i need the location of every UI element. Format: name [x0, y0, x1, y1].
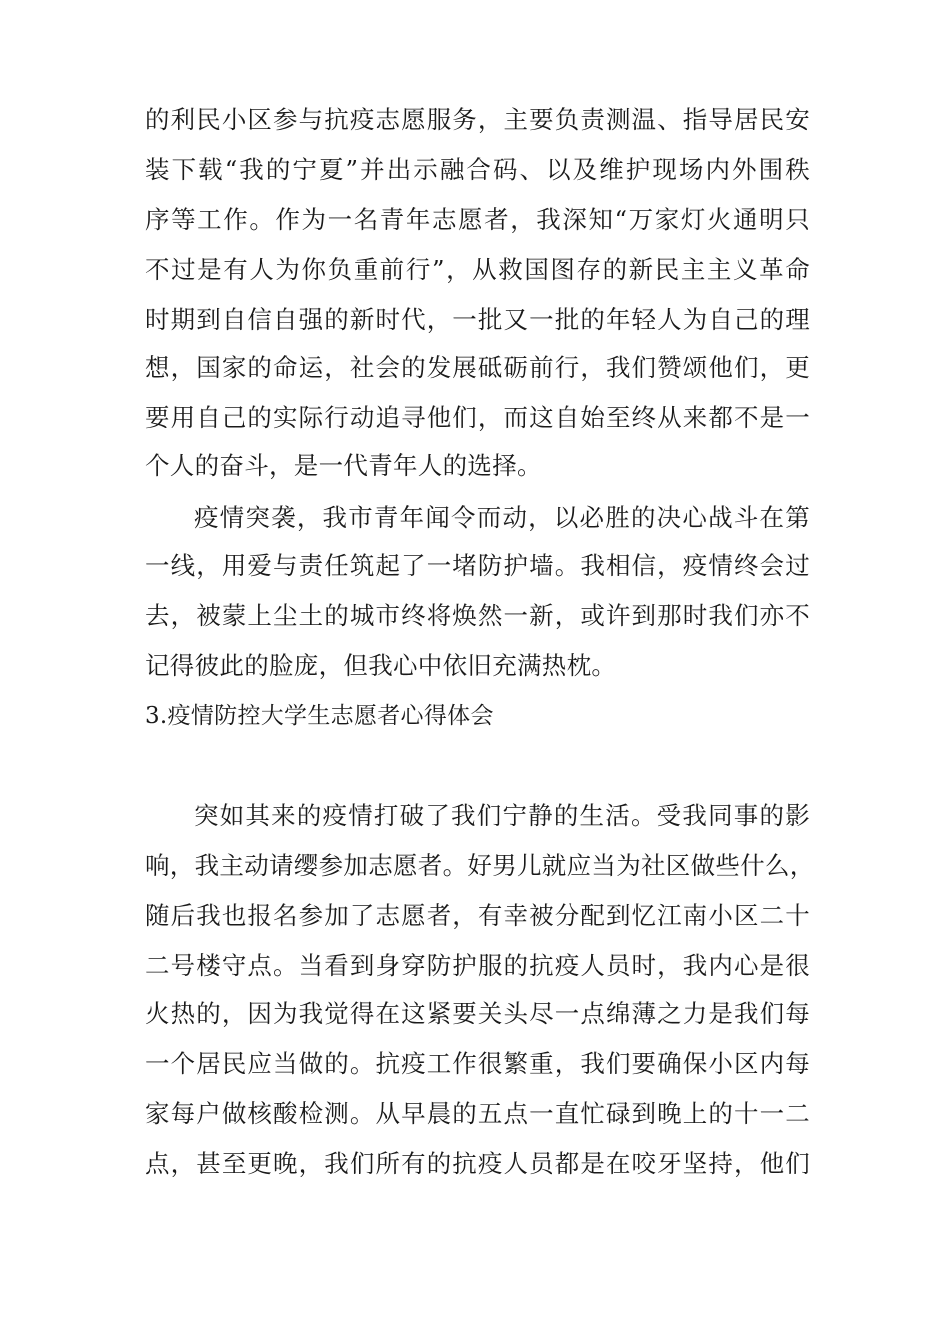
paragraph-line: 不过是有人为你负重前行”，从救国图存的新民主主义革命 [145, 255, 810, 284]
paragraph-line: 个人的奋斗，是一代青年人的选择。 [145, 451, 542, 480]
paragraph-line: 突如其来的疫情打破了我们宁静的生活。受我同事的影 [194, 801, 810, 830]
paragraph-line: 去，被蒙上尘土的城市终将焕然一新，或许到那时我们亦不 [145, 601, 810, 630]
paragraph-line: 的利民小区参与抗疫志愿服务，主要负责测温、指导居民安 [145, 105, 810, 134]
paragraph-line: 二号楼守点。当看到身穿防护服的抗疫人员时，我内心是很 [145, 951, 810, 980]
paragraph-line: 家每户做核酸检测。从早晨的五点一直忙碌到晚上的十一二 [145, 1099, 810, 1128]
paragraph-line: 时期到自信自强的新时代，一批又一批的年轻人为自己的理 [145, 305, 810, 334]
paragraph-line: 序等工作。作为一名青年志愿者，我深知“万家灯火通明只 [145, 205, 810, 234]
paragraph-line: 随后我也报名参加了志愿者，有幸被分配到忆江南小区二十 [145, 901, 810, 930]
paragraph-line: 装下载“我的宁夏”并出示融合码、以及维护现场内外围秩 [145, 155, 810, 184]
paragraph-line: 要用自己的实际行动追寻他们，而这自始至终从来都不是一 [145, 403, 810, 432]
paragraph-line: 想，国家的命运，社会的发展砥砺前行，我们赞颂他们，更 [145, 353, 810, 382]
paragraph-line: 火热的，因为我觉得在这紧要关头尽一点绵薄之力是我们每 [145, 999, 810, 1028]
paragraph-line: 响，我主动请缨参加志愿者。好男儿就应当为社区做些什么， [145, 851, 815, 880]
section-heading: 3.疫情防控大学生志愿者心得体会 [145, 703, 494, 729]
paragraph-line: 一个居民应当做的。抗疫工作很繁重，我们要确保小区内每 [145, 1049, 810, 1078]
paragraph-line: 一线，用爱与责任筑起了一堵防护墙。我相信，疫情终会过 [145, 551, 810, 580]
paragraph-line: 点，甚至更晚，我们所有的抗疫人员都是在咬牙坚持，他们 [145, 1149, 810, 1178]
paragraph-line: 疫情突袭，我市青年闻令而动，以必胜的决心战斗在第 [194, 503, 810, 532]
paragraph-line: 记得彼此的脸庞，但我心中依旧充满热枕。 [145, 651, 617, 680]
